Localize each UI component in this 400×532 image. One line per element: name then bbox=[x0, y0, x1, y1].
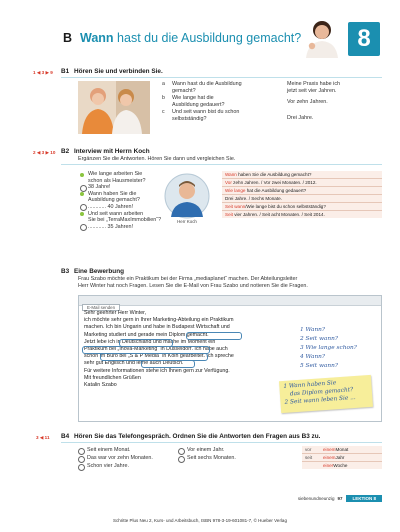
bullet-dot-icon bbox=[80, 173, 84, 177]
b1-instruction: Hören Sie und verbinden Sie. bbox=[73, 68, 163, 75]
handwritten-q3: 3 Wie lange schon? bbox=[300, 345, 357, 351]
email-line: ich möchte sehr gern in Ihrer Marketing-Abteilung ein Praktikum bbox=[84, 317, 234, 324]
unit-number-badge bbox=[348, 22, 380, 56]
email-line: Mit freundlichen Grüßen bbox=[84, 374, 141, 381]
b2-bullet-1-line2: schon als Hausmeister? bbox=[88, 177, 146, 184]
b4-option[interactable] bbox=[78, 455, 178, 462]
sticky-note-text bbox=[279, 375, 373, 411]
b2-bullet-5-line1: Und seit wann arbeiten bbox=[88, 210, 144, 217]
sticky-note-line2: das Diplom gemacht? bbox=[289, 386, 354, 398]
b2-label: B2 bbox=[61, 148, 70, 155]
page-header bbox=[0, 0, 400, 70]
b1-question-a-line2: gemacht? bbox=[172, 87, 196, 94]
b1-answer-3-line1: Drei Jahre. bbox=[287, 114, 314, 121]
b4-option-text: Vor einem Jahr. bbox=[187, 447, 225, 453]
answer-circle-icon bbox=[80, 224, 87, 231]
table-row bbox=[222, 195, 382, 203]
radio-circle-icon[interactable] bbox=[178, 448, 185, 455]
b1-answer-1-line2: jetzt seit vier Jahren. bbox=[287, 87, 337, 94]
b2-bullet-5-line2: Sie bei „TerraMaxImmobilien“? bbox=[88, 217, 162, 224]
email-line: sehr gut Englisch und lerne auch Deutsch. bbox=[84, 360, 184, 367]
b1-question-c bbox=[162, 109, 282, 122]
sticky-note bbox=[279, 375, 373, 413]
section-letter: B bbox=[63, 31, 73, 45]
radio-circle-icon[interactable] bbox=[178, 456, 185, 463]
section-title-bold: Wann bbox=[80, 31, 114, 45]
table-row-keyword: Wie lange bbox=[225, 188, 246, 193]
b2-bullet-2-line1: 38 Jahre! bbox=[88, 184, 111, 191]
sticky-note-line1: 1 Wann haben Sie bbox=[283, 380, 337, 390]
grammar-preposition bbox=[305, 462, 323, 469]
b1-rule bbox=[61, 77, 382, 78]
b4-label: B4 bbox=[61, 433, 70, 440]
handwritten-q1: 1 Wann? bbox=[300, 327, 326, 333]
b4-option[interactable] bbox=[178, 455, 278, 462]
b1-question-a-line1: Wann hast du die Ausbildung bbox=[172, 81, 242, 87]
b1-question-b bbox=[162, 95, 282, 108]
lesson-badge: LEKTION 8 bbox=[346, 495, 382, 502]
b1-question-c-line1: Und seit wann bist du schon bbox=[172, 109, 240, 116]
b3-instruction-line1: Frau Szabo möchte ein Praktikum bei der Firma „mediaplanet“ machen. Der Abteilungsleiter bbox=[78, 276, 298, 282]
b1-track: 1 ◀ 3 ▶ 9 bbox=[33, 70, 53, 75]
b1-question-b-line1: Wie lange hat die bbox=[172, 95, 214, 102]
b4-option[interactable] bbox=[78, 447, 178, 454]
handwritten-q4: 4 Wann? bbox=[300, 354, 326, 360]
b1-answer-2-line1: Vor zehn Jahren. bbox=[287, 99, 328, 106]
b4-instruction: Hören Sie das Telefongespräch. Ordnen Sie die Antworten den Fragen aus B3 zu. bbox=[73, 433, 321, 440]
email-toolbar bbox=[79, 296, 381, 310]
b2-bullet-4-line1: ............ 40 Jahren! bbox=[88, 203, 133, 210]
table-row bbox=[222, 179, 382, 187]
email-line: schon im Büro bei „S & P Media“ in Köln gearbeitet. Ich spreche bbox=[84, 353, 234, 360]
b4-options-right bbox=[178, 447, 278, 462]
grammar-preposition: seit bbox=[305, 455, 313, 460]
b2-instruction: Ergänzen Sie die Antworten. Hören Sie dann und vergleichen Sie. bbox=[78, 156, 236, 162]
b4-grammar-box bbox=[302, 446, 382, 469]
b2-bullet-3-line2: Ausbildung gemacht? bbox=[88, 197, 140, 204]
b3-label: B3 bbox=[61, 268, 70, 275]
table-row bbox=[302, 446, 382, 454]
b3-heading bbox=[61, 268, 124, 275]
bullet-dot-icon bbox=[80, 212, 84, 216]
b4-options-left bbox=[78, 447, 178, 470]
grammar-preposition: vor bbox=[305, 447, 312, 452]
grammar-article: einer bbox=[323, 463, 334, 468]
b1-heading bbox=[61, 68, 163, 75]
table-row-keyword: Seit wann bbox=[225, 204, 246, 209]
sticky-note-line3: 2 Seit wann leben Sie ... bbox=[284, 394, 356, 406]
herr-koch-photo bbox=[163, 173, 211, 225]
b1-answers bbox=[287, 81, 382, 121]
table-row bbox=[222, 203, 382, 211]
b1-question-b-line2: Ausbildung gedauert? bbox=[172, 101, 225, 108]
b4-option-text: Seit einem Monat. bbox=[87, 447, 131, 453]
b3-title: Eine Bewerbung bbox=[73, 268, 125, 275]
b4-option-text: Schon vier Jahre. bbox=[87, 463, 129, 470]
email-line: Katalin Szabo bbox=[84, 382, 117, 389]
b1-question-c-letter: c bbox=[162, 109, 165, 116]
header-woman-photo bbox=[300, 18, 342, 58]
table-row bbox=[302, 454, 382, 462]
b4-heading bbox=[61, 433, 320, 440]
table-row-text: /Wie lange bist du schon selbstständig? bbox=[245, 204, 326, 209]
b1-question-b-letter: b bbox=[162, 95, 165, 102]
email-line: Sehr geehrter Herr Winter, bbox=[84, 310, 147, 316]
b4-rule bbox=[61, 442, 382, 443]
b1-answer-3 bbox=[287, 115, 382, 122]
highlight-deutsch bbox=[141, 360, 195, 368]
b1-label: B1 bbox=[61, 68, 70, 75]
page-number: 97 bbox=[337, 496, 343, 501]
b1-question-a-letter: a bbox=[162, 81, 165, 87]
table-row-text: zehn Jahren. / Vor zwei Monaten. / 2012. bbox=[231, 180, 317, 185]
unit-number: 8 bbox=[357, 25, 371, 52]
b1-photo bbox=[78, 81, 150, 134]
b2-heading bbox=[61, 148, 150, 155]
b3-instruction-line2: Herr Winter hat noch Fragen. Lesen Sie die E-Mail von Frau Szabo und notieren Sie die Fragen. bbox=[78, 282, 308, 289]
handwritten-q5: 5 Seit wann? bbox=[300, 363, 338, 369]
table-row-keyword: Seit bbox=[225, 212, 233, 217]
grammar-article: einem bbox=[323, 447, 336, 452]
b2-bullet-6-line1: ............ 35 Jahren! bbox=[88, 223, 133, 230]
table-row bbox=[222, 187, 382, 195]
table-row bbox=[222, 211, 382, 218]
b4-option[interactable] bbox=[78, 463, 178, 470]
email-line: Marketing studiert und gerade mein Diplom gemacht. bbox=[84, 331, 209, 338]
table-row-keyword: Wann bbox=[225, 172, 237, 177]
b3-instruction bbox=[78, 276, 388, 289]
handwritten-questions bbox=[300, 326, 357, 371]
section-title bbox=[80, 31, 301, 45]
b2-grammar-table bbox=[222, 171, 382, 218]
herr-koch-caption: Herr Koch bbox=[177, 219, 197, 224]
b1-question-a bbox=[162, 81, 282, 94]
email-line: Praktikum bei „Inova-Marketing“ in Düsseldorf. Ich habe auch bbox=[84, 346, 228, 353]
b4-option-text: Das war vor zehn Monaten. bbox=[87, 455, 153, 462]
grammar-noun: Jahr bbox=[335, 455, 345, 460]
radio-circle-icon[interactable] bbox=[78, 464, 85, 471]
b1-answer-1 bbox=[287, 81, 382, 94]
email-send-button[interactable]: E-Mail senden bbox=[82, 304, 120, 311]
highlight-diplom bbox=[186, 332, 242, 340]
b1-answer-1-line1: Meine Praxis habe ich bbox=[287, 81, 341, 87]
bullet-dot-icon bbox=[80, 192, 84, 196]
email-line: Für weitere Informationen stehe ich Ihnen gern zur Verfügung. bbox=[84, 367, 230, 374]
b4-option[interactable] bbox=[178, 447, 278, 454]
herr-koch-portrait bbox=[164, 173, 210, 219]
b2-bullet-1-line1: Wie lange arbeiten Sie bbox=[88, 171, 143, 177]
radio-circle-icon[interactable] bbox=[78, 448, 85, 455]
table-row-text: Drei Jahre. / Sechs Monate. bbox=[225, 196, 282, 201]
radio-circle-icon[interactable] bbox=[78, 456, 85, 463]
b1-answer-2 bbox=[287, 99, 382, 106]
page-number-word: siebenundneunzig bbox=[297, 496, 335, 501]
handwritten-q2: 2 Seit wann? bbox=[300, 336, 338, 342]
grammar-article: einem bbox=[323, 455, 336, 460]
table-row bbox=[302, 462, 382, 469]
table-row-text: hat die Ausbildung gedauert? bbox=[245, 188, 307, 193]
email-line: machen. Ich bin Ungarin und habe in Budapest Wirtschaft und bbox=[84, 324, 230, 331]
b1-question-c-line2: selbstständig? bbox=[172, 115, 207, 122]
email-line: Jetzt lebe ich in Deutschland und mache im Moment ein bbox=[84, 338, 216, 345]
grammar-noun: Woche bbox=[333, 463, 348, 468]
page-number-area bbox=[250, 495, 382, 502]
b4-track: 3 ◀ 11 bbox=[36, 435, 50, 440]
imprint: Schritte Plus Neu 2, Kurs- und Arbeitsbuch, ISBN 978-3-19-601081-7, © Hueber Verlag bbox=[113, 518, 287, 523]
b2-rule bbox=[61, 164, 382, 165]
b2-bullet-3-line1: Wann haben Sie die bbox=[88, 190, 137, 197]
table-row-text: haben Sie die Ausbildung gemacht? bbox=[236, 172, 312, 177]
grammar-noun: Monat bbox=[335, 447, 349, 452]
table-row bbox=[222, 171, 382, 179]
b2-track: 2 ◀ 3 ▶ 10 bbox=[33, 150, 56, 155]
table-row-text: vier Jahren. / Seit acht Monaten. / Seit 2014. bbox=[232, 212, 325, 217]
b1-questions bbox=[162, 81, 282, 123]
b2-title: Interview mit Herrn Koch bbox=[73, 148, 150, 155]
b4-option-text: Seit sechs Monaten. bbox=[187, 455, 236, 462]
table-row-keyword: Vor bbox=[225, 180, 232, 185]
section-title-rest: hast du die Ausbildung gemacht? bbox=[113, 31, 302, 45]
